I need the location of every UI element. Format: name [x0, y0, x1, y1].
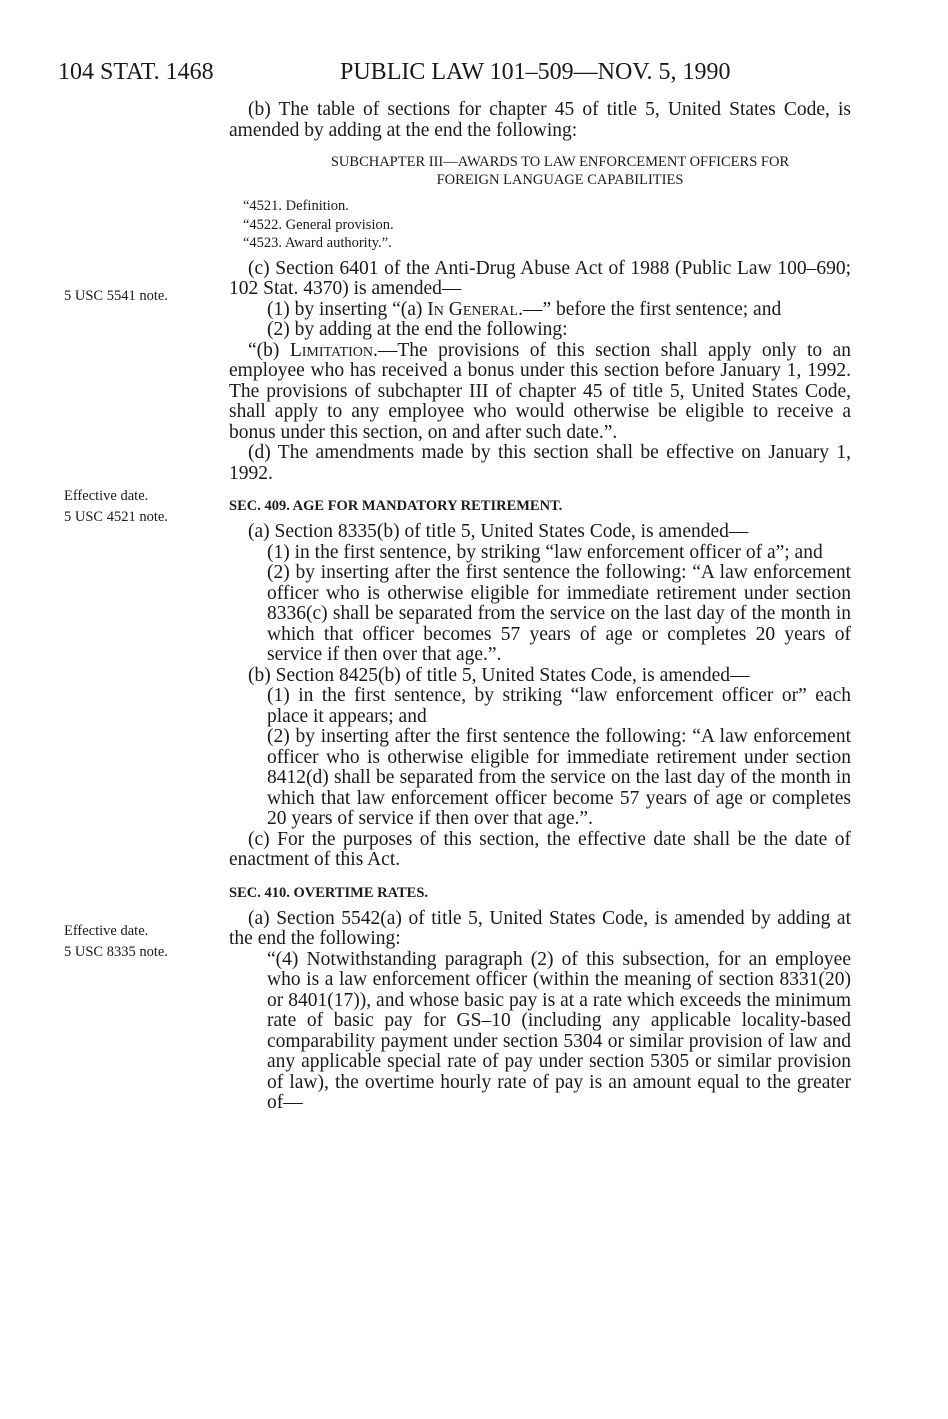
body-text [229, 100, 851, 1114]
s409-a: (a) Section 8335(b) of title 5, United States Code, is amended— [248, 521, 749, 542]
stat-reference: 104 STAT. 1468 [58, 59, 214, 85]
section-409-heading: SEC. 409. AGE FOR MANDATORY RETIREMENT. [229, 498, 563, 514]
toc-item: “4523. Award authority.”. [243, 235, 392, 251]
s410-a-4: “(4) Notwithstanding paragraph (2) of this subsection, for an employee who is a law enforcement officer (within the meaning of section 8331(20) or 8401(17)), and whose basic pay is at a rate which exceeds the minimum rate of basic pay for GS–10 (including any applicable locality-based comparability payment under section 5304 or similar provision of law and any applicable special rate of pay under section 5305 or similar provision of law), the overtime hourly rate of pay is an amount equal to the greater of— [267, 948, 851, 1113]
subchapter-heading [229, 153, 851, 189]
running-header: PUBLIC LAW 101–509—NOV. 5, 1990 [340, 59, 731, 85]
margin-note-5usc4521: 5 USC 4521 note. [64, 509, 168, 525]
s410-a: (a) Section 5542(a) of title 5, United States Code, is amended by adding at the end the following: [229, 907, 851, 949]
subchapter-heading-line2: FOREIGN LANGUAGE CAPABILITIES [436, 172, 684, 188]
s409-a-2: (2) by inserting after the first sentence the following: “A law enforcement officer who is otherwise eligible for immediate retirement under section 8336(c) shall be separated from the service on the last day of the month in which that officer becomes 57 years of age or completes 20 years of service if then over that age.”. [267, 562, 851, 665]
c1-small-caps: In General [427, 298, 519, 320]
s409-b: (b) Section 8425(b) of title 5, United States Code, is amended— [248, 664, 750, 686]
subchapter-heading-line1: SUBCHAPTER III—AWARDS TO LAW ENFORCEMENT OFFICERS FOR [330, 154, 790, 170]
quoted-limitation [229, 341, 851, 444]
c1-prefix: (1) by inserting “(a) [267, 298, 428, 320]
margin-note-5usc8335: 5 USC 8335 note. [64, 944, 168, 960]
toc-item: “4521. Definition. [243, 198, 349, 214]
quote-b-small-caps: Limitation [289, 339, 373, 361]
paragraph-d: (d) The amendments made by this section shall be effective on January 1, 1992. [229, 442, 851, 484]
section-410-heading: SEC. 410. OVERTIME RATES. [229, 884, 429, 901]
margin-note-effective-date: Effective date. [64, 488, 149, 504]
toc-item: “4522. General provision. [243, 216, 394, 233]
margin-note-5usc5541: 5 USC 5541 note. [64, 288, 168, 304]
table-of-sections [229, 197, 851, 253]
margin-note-effective-date-2: Effective date. [64, 923, 149, 939]
s409-b-2: (2) by inserting after the first sentence the following: “A law enforcement officer who is otherwise eligible for immediate retirement under section 8412(d) shall be separated from the service on the last day of the month in which that law enforcement officer become 57 years of age or completes 20 years of service if then over that age.”. [267, 726, 851, 829]
c1-suffix: .—” before the first sentence; and [518, 298, 782, 320]
s409-b-1: (1) in the first sentence, by striking “law enforcement officer or” each place it appears; and [267, 685, 851, 727]
quote-b-prefix: “(b) [248, 339, 290, 361]
s409-c: (c) For the purposes of this section, the effective date shall be the date of enactment of this Act. [229, 828, 851, 870]
paragraph-c-2: (2) by adding at the end the following: [267, 319, 568, 340]
paragraph-c-1 [229, 300, 851, 321]
paragraph-c: (c) Section 6401 of the Anti-Drug Abuse Act of 1988 (Public Law 100–690; 102 Stat. 4370) is amended— [229, 257, 851, 299]
s409-a-1: (1) in the first sentence, by striking “law enforcement officer of a”; and [267, 541, 823, 563]
paragraph-b: (b) The table of sections for chapter 45 of title 5, United States Code, is amended by adding at the end the following: [229, 99, 851, 141]
quote-b-text: .—The provisions of this section shall apply only to an employee who has received a bonus under this section before January 1, 1992. The provisions of subchapter III of chapter 45 of title 5, United States Code, shall apply to any employee who would otherwise be eligible to receive a bonus under this section, on and after such date.”. [229, 339, 851, 443]
